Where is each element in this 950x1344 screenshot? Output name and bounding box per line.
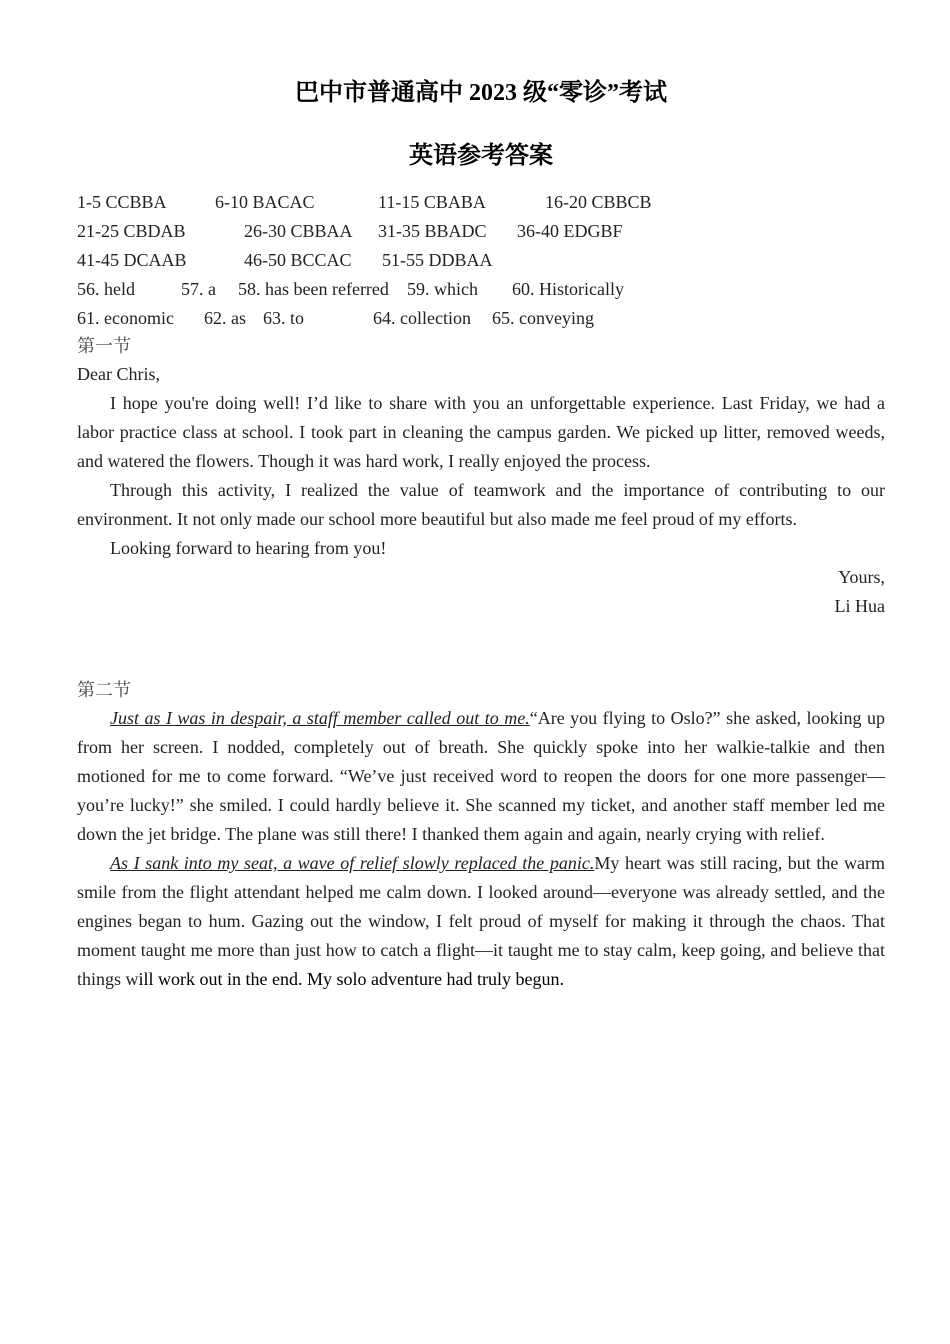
answer-item: 58. has been referred bbox=[238, 279, 389, 299]
answer-item: 64. collection bbox=[373, 308, 471, 328]
section-1-heading: 第一节 bbox=[77, 336, 131, 356]
answer-item: 65. conveying bbox=[492, 308, 594, 328]
exam-title: 巴中市普通高中 2023 级“零诊”考试 bbox=[295, 80, 667, 106]
answer-item: 59. which bbox=[407, 279, 478, 299]
section-2-heading: 第二节 bbox=[77, 680, 131, 700]
answer-item: 21-25 CBDAB bbox=[77, 221, 186, 241]
answer-list bbox=[77, 188, 885, 333]
story-body: “Are you flying to Oslo?” she asked, looking up from her screen. I nodded, completely out of breath. She quickly spoke into her walkie-talkie and then motioned for me to come forward. “We’ve just received word to reopen the doors for one more passenger—you’re lucky!” she smiled. I could hardly believe it. She scanned my ticket, and another staff member led me down the jet bridge. The plane was still there! I thanked them again and again, nearly crying with relief. bbox=[77, 708, 885, 844]
answer-item: 6-10 BACAC bbox=[215, 192, 315, 212]
answer-item: 63. to bbox=[263, 308, 305, 328]
letter bbox=[77, 360, 885, 621]
answer-row bbox=[77, 275, 885, 304]
answer-item: 51-55 DDBAA bbox=[382, 250, 493, 270]
answer-row bbox=[77, 188, 885, 217]
answer-item: 60. Historically bbox=[512, 279, 624, 299]
story-body-ending: ill work out in the end. My solo adventure had truly begun. bbox=[138, 969, 564, 989]
answer-item: 16-20 CBBCB bbox=[545, 192, 652, 212]
answer-item: 36-40 EDGBF bbox=[517, 221, 623, 241]
story-paragraph bbox=[77, 704, 885, 849]
answer-row bbox=[77, 304, 885, 333]
answer-item: 11-15 CBABA bbox=[378, 192, 486, 212]
answer-item: 41-45 DCAAB bbox=[77, 250, 187, 270]
answer-item: 1-5 CCBBA bbox=[77, 192, 167, 212]
story-paragraph bbox=[77, 849, 885, 994]
letter-paragraph: Through this activity, I realized the value of teamwork and the importance of contributing to our environment. It not only made our school more beautiful but also made me feel proud of my efforts. bbox=[77, 480, 885, 529]
letter-signature: Li Hua bbox=[834, 596, 885, 616]
exam-subtitle: 英语参考答案 bbox=[409, 143, 553, 169]
story-body: My heart was still racing, but the warm smile from the flight attendant helped me calm down. I looked around—everyone was already settled, and the engines began to hum. Gazing out the window, I felt proud of myself for making it through the chaos. That moment taught me more than just how to catch a flight—it taught me to stay calm, keep going, and believe that things w bbox=[77, 853, 885, 989]
letter-closing: Yours, bbox=[838, 567, 885, 587]
story-lead-sentence: As I sank into my seat, a wave of relief slowly replaced the panic. bbox=[110, 853, 595, 873]
answer-item: 56. held bbox=[77, 279, 135, 299]
answer-item: 46-50 BCCAC bbox=[244, 250, 352, 270]
answer-row bbox=[77, 246, 885, 275]
story-lead-sentence: Just as I was in despair, a staff member called out to me. bbox=[110, 708, 530, 728]
answer-item: 61. economic bbox=[77, 308, 174, 328]
letter-greeting: Dear Chris, bbox=[77, 364, 160, 384]
answer-item: 31-35 BBADC bbox=[378, 221, 487, 241]
answer-item: 26-30 CBBAA bbox=[244, 221, 353, 241]
letter-paragraph: Looking forward to hearing from you! bbox=[110, 538, 387, 558]
answer-item: 62. as bbox=[204, 308, 246, 328]
answer-item: 57. a bbox=[181, 279, 216, 299]
letter-paragraph: I hope you're doing well! I’d like to share with you an unforgettable experience. Last Friday, we had a labor practice class at school. I took part in cleaning the campus garden. We picked up litter, removed weeds, and watered the flowers. Though it was hard work, I really enjoyed the process. bbox=[77, 393, 885, 471]
answer-row bbox=[77, 217, 885, 246]
continuation-story bbox=[77, 704, 885, 994]
